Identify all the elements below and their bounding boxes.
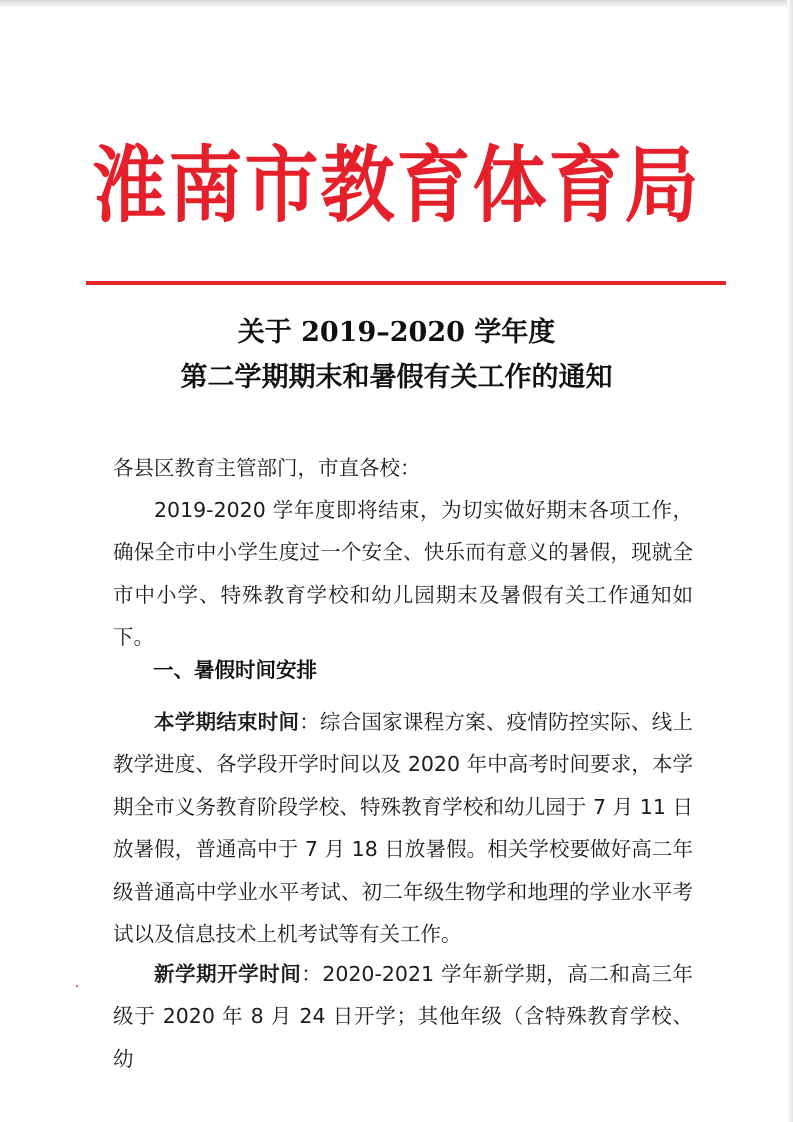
letterhead-agency-name: 淮南市教育体育局 [92, 137, 701, 235]
section-heading: 一、暑假时间安排 [153, 658, 317, 682]
paragraph-text: ：2020-2021 学年新学期，高二和高三年级于 2020 年 8 月 24 日开学；其他年级（含特殊教育学校、幼 [113, 962, 693, 1071]
salutation: 各县区教育主管部门，市直各校： [113, 456, 421, 480]
paragraph-term-end [113, 701, 693, 955]
document-title-line-1: 关于 2019–2020 学年度 [237, 317, 556, 348]
paragraph-lead: 本学期结束时间 [154, 710, 300, 734]
paragraph-lead: 新学期开学时间 [154, 962, 302, 986]
scan-edge [0, 0, 793, 8]
intro-paragraph [113, 489, 693, 659]
letterhead-red-rule [86, 281, 726, 285]
paragraph-new-term-start [113, 953, 693, 1080]
paragraph-text: 2019-2020 学年度即将结束，为切实做好期末各项工作，确保全市中小学生度过一个安全、快乐而有意义的暑假，现就全市中小学、特殊教育学校和幼儿园期末及暑假有关工作通知如下。 [113, 498, 693, 650]
document-title-line-2: 第二学期期末和暑假有关工作的通知 [180, 362, 613, 393]
scan-speck [76, 985, 78, 987]
paragraph-text: ：综合国家课程方案、疫情防控实际、线上教学进度、各学段开学时间以及 2020 年中高考时间要求，本学期全市义务教育阶段学校、特殊教育学校和幼儿园于 7 月 11 日放暑假，普通高中于 7 月 18 日放暑假。相关学校要做好高二年级普通高中学业水平考试、初二年级生物学和地理的学业水平考试以及信息技术上机考试等有关工作。 [113, 710, 694, 947]
